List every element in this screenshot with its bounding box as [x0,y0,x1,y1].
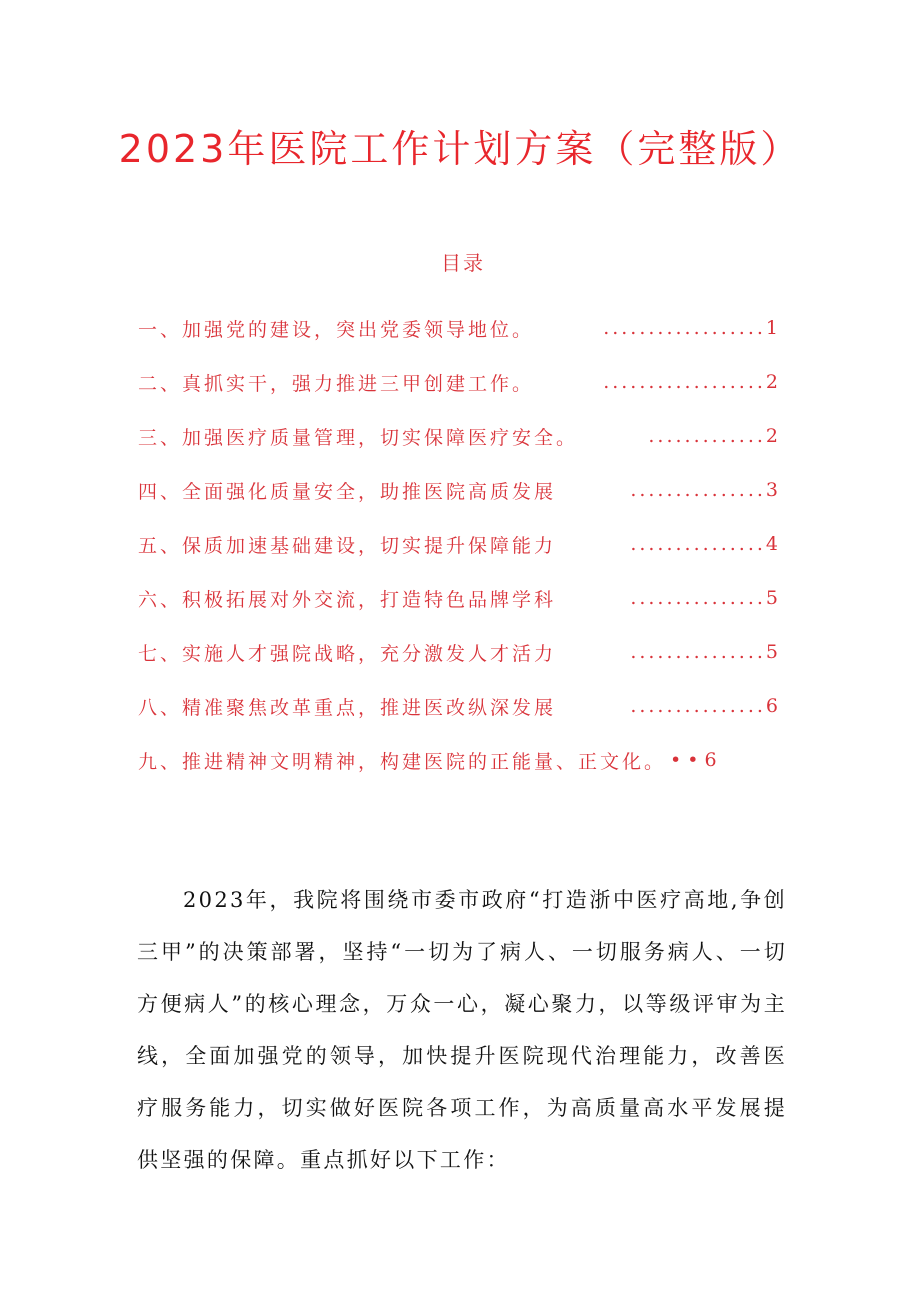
toc-entry-text: 九、推进精神文明精神，构建医院的正能量、正文化。 [138,750,667,773]
toc-leader-dots: .................. [603,371,766,393]
toc-leader-dots: .................. [603,317,766,339]
toc-entry-4[interactable] [138,463,778,517]
toc-leader-dots: •• [670,749,705,771]
toc-page-number: 2 [765,371,778,393]
toc-page-number: 2 [765,425,778,447]
toc-entry-5[interactable] [138,517,778,571]
toc-page-number: 6 [704,749,717,771]
toc-page-number: 5 [765,587,778,609]
toc-entry-text: 二、真抓实干，强力推进三甲创建工作。 [138,372,535,395]
toc-page-number: 5 [765,641,778,663]
toc-entry-3[interactable] [138,409,778,463]
toc-leader-dots: ............... [630,587,766,609]
toc-entry-text: 一、加强党的建设，突出党委领导地位。 [138,318,535,341]
toc-entry-8[interactable] [138,679,778,733]
toc-entry-text: 八、精准聚焦改革重点，推进医改纵深发展 [138,696,557,719]
toc-entry-text: 六、积极拓展对外交流，打造特色品牌学科 [138,588,557,611]
toc-leader-dots: ............. [648,425,766,447]
toc-page-number: 1 [765,317,778,339]
toc-leader-dots: ............... [630,641,766,663]
intro-paragraph: 2023年，我院将围绕市委市政府“打造浙中医疗高地,争创三甲”的决策部署，坚持“一切为了病人、一切服务病人、一切方便病人”的核心理念，万众一心，凝心聚力，以等级评审为主线，全面加强党的领导，加快提升医院现代治理能力，改善医疗服务能力，切实做好医院各项工作，为高质量高水平发展提供坚强的保障。重点抓好以下工作： [137,888,787,1172]
document-title: 2023年医院工作计划方案（完整版） [118,127,802,171]
toc-page-number: 4 [765,533,778,555]
toc-leader-dots: ............... [630,695,766,717]
toc-entry-1[interactable] [138,301,778,355]
toc-entry-text: 七、实施人才强院战略，充分激发人才活力 [138,642,557,665]
toc-heading: 目录 [441,251,485,275]
toc-entry-6[interactable] [138,571,778,625]
table-of-contents [138,301,778,787]
toc-entry-text: 五、保质加速基础建设，切实提升保障能力 [138,534,557,557]
toc-entry-7[interactable] [138,625,778,679]
toc-entry-2[interactable] [138,355,778,409]
toc-entry-9[interactable] [138,733,778,787]
toc-page-number: 3 [765,479,778,501]
toc-entry-text: 四、全面强化质量安全，助推医院高质发展 [138,480,557,503]
toc-leader-dots: ............... [630,479,766,501]
toc-leader-dots: ............... [630,533,766,555]
toc-entry-text: 三、加强医疗质量管理，切实保障医疗安全。 [138,426,579,449]
toc-page-number: 6 [765,695,778,717]
